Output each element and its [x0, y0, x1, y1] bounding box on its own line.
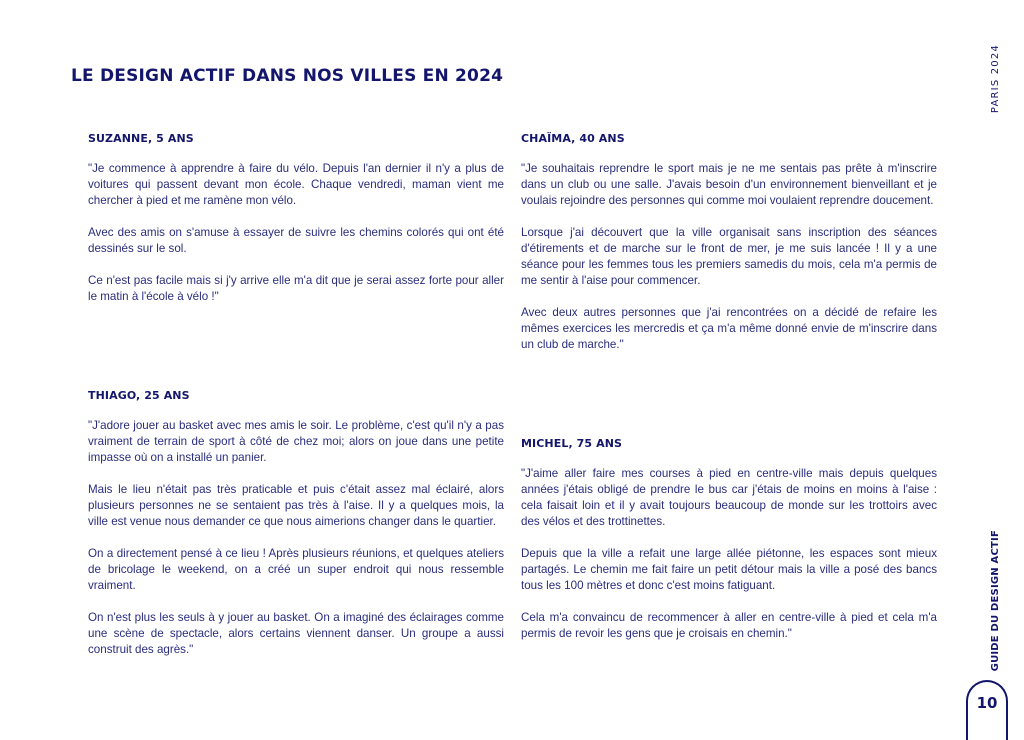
side-label-event: PARIS 2024 [990, 44, 1001, 114]
testimonial-paragraph: "J'adore jouer au basket avec mes amis le soir. Le problème, c'est qu'il n'y a pas vraiment de terrain de sport à côté de chez moi; alors on joue dans une petite impasse où on a installé un panier. [88, 419, 504, 464]
testimonial-name: CHAÏMA, 40 ANS [521, 132, 625, 145]
testimonial-paragraph: "Je souhaitais reprendre le sport mais je ne me sentais pas prête à m'inscrire dans un club ou une salle. J'avais besoin d'un environnement bienveillant et je voulais rejoindre des personnes qui comme moi voulaient reprendre doucement. [521, 162, 937, 207]
testimonial-michel [521, 437, 937, 658]
testimonial-paragraph: Depuis que la ville a refait une large allée piétonne, les espaces sont mieux partagés. Le chemin me fait faire un petit détour mais la ville a posé des bancs tous les 100 mètres et donc c'est moins fatiguant. [521, 547, 937, 592]
side-label-guide: GUIDE DU DESIGN ACTIF [990, 530, 1001, 672]
testimonial-paragraph: Avec deux autres personnes que j'ai rencontrées on a décidé de refaire les mêmes exercices les mercredis et ça m'a même donné envie de m'inscrire dans un club de marche." [521, 306, 937, 351]
testimonial-paragraph: Lorsque j'ai découvert que la ville organisait sans inscription des séances d'étirements et de marche sur le front de mer, je me suis lancée ! Il y a une séance pour les femmes tous les premiers samedis du mois, cela m'a permis de me sentir à l'aise pour commencer. [521, 226, 937, 287]
testimonial-paragraph: Mais le lieu n'était pas très praticable et puis c'était assez mal éclairé, alors plusieurs personnes ne se sentaient pas très à l'aise. Il y a quelques mois, la ville est venue nous demander ce que nous aimerions changer dans le quartier. [88, 483, 504, 528]
testimonial-thiago [88, 389, 504, 674]
testimonial-chaima [521, 132, 937, 369]
page-number-tab [966, 680, 1008, 740]
testimonial-paragraph: "Je commence à apprendre à faire du vélo. Depuis l'an dernier il n'y a plus de voitures qui passent devant mon école. Chaque vendredi, maman vient me chercher à pied et me ramène mon vélo. [88, 162, 504, 207]
testimonial-name: SUZANNE, 5 ANS [88, 132, 194, 145]
page-title: LE DESIGN ACTIF DANS NOS VILLES EN 2024 [71, 66, 504, 86]
testimonial-paragraph: Avec des amis on s'amuse à essayer de suivre les chemins colorés qui ont été dessinés sur le sol. [88, 226, 504, 255]
page-number: 10 [976, 694, 998, 712]
testimonial-paragraph: Ce n'est pas facile mais si j'y arrive elle m'a dit que je serai assez forte pour aller le matin à l'école à vélo !" [88, 274, 504, 303]
testimonial-paragraph: On n'est plus les seuls à y jouer au basket. On a imaginé des éclairages comme une scène de spectacle, alors certains viennent danser. Un groupe a aussi construit des agrès." [88, 611, 504, 656]
testimonial-name: THIAGO, 25 ANS [88, 389, 190, 402]
testimonial-paragraph: Cela m'a convaincu de recommencer à aller en centre-ville à pied et cela m'a permis de revoir les gens que je croisais en chemin." [521, 611, 937, 640]
testimonial-paragraph: On a directement pensé à ce lieu ! Après plusieurs réunions, et quelques ateliers de bricolage le weekend, on a créé un super endroit qui nous ressemble vraiment. [88, 547, 504, 592]
testimonial-paragraph: "J'aime aller faire mes courses à pied en centre-ville mais depuis quelques années j'étais obligé de prendre le bus car j'étais de moins en moins à l'aise : cela faisait loin et il y avait toujours beaucoup de monde sur les trottoirs avec des vélos et des trottinettes. [521, 467, 937, 528]
testimonial-name: MICHEL, 75 ANS [521, 437, 623, 450]
testimonial-suzanne [88, 132, 504, 321]
